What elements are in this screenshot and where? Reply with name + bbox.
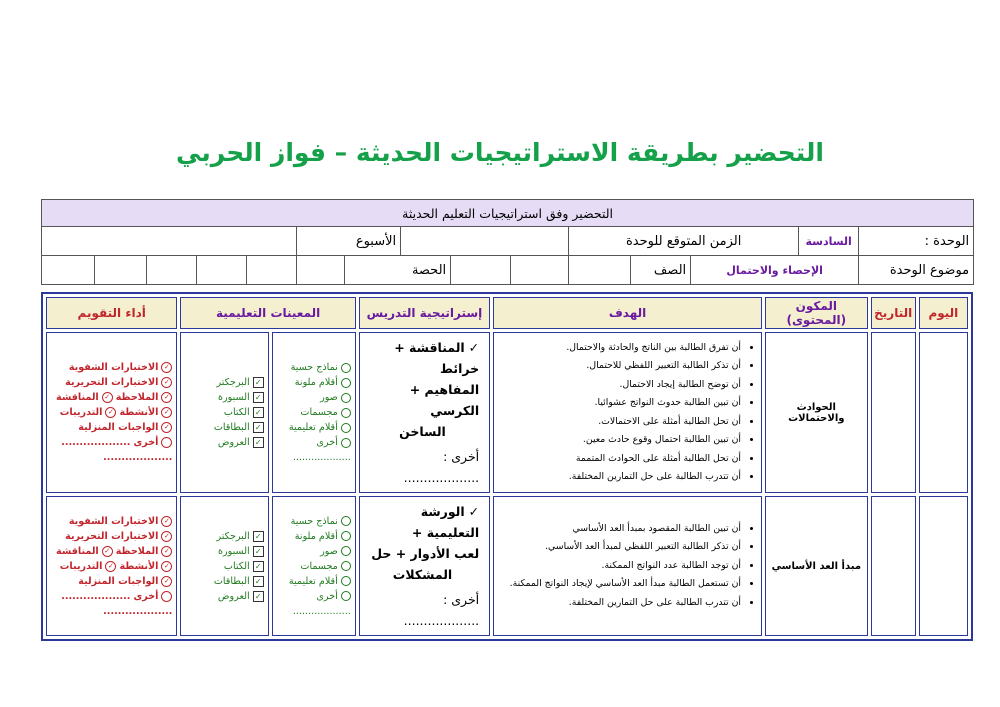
strategy-line: الورشة التعليمية + — [411, 504, 480, 540]
check-circle-icon[interactable]: ✓ — [161, 576, 172, 587]
week-label: الأسبوع — [297, 227, 401, 256]
radio-circle-icon[interactable] — [341, 516, 351, 526]
dotted-line: ................... — [403, 470, 480, 485]
checkbox-checked-icon[interactable]: ✓ — [253, 422, 264, 433]
class-label: الصف — [631, 256, 691, 285]
header-band: التحضير وفق استراتيجيات التعليم الحديثة — [42, 200, 974, 227]
goal-item: • أن تحل الطالبة أمثلة على الاحتمالات. — [496, 413, 741, 432]
aid-label: أقلام ملونة — [294, 377, 338, 388]
aid-label: أخرى — [316, 437, 338, 448]
aid-label: أقلام تعليمية — [288, 422, 338, 433]
check-circle-icon[interactable]: ✓ — [105, 561, 116, 572]
component-cell: الحوادث والاحتمالات — [765, 332, 868, 493]
aid-label: الكتاب — [223, 560, 250, 572]
aids-circle-cell — [272, 496, 356, 636]
check-circle-icon[interactable]: ✓ — [105, 407, 116, 418]
dotted-line: ................... — [292, 605, 351, 617]
component-cell: مبدأ العد الأساسي — [765, 496, 868, 636]
column-component: المكون (المحتوى) — [765, 297, 868, 329]
aids-checked-cell — [180, 332, 268, 493]
aid-label: أقلام ملونة — [294, 530, 338, 542]
dotted-line: ................... — [103, 452, 173, 463]
strategy-cell — [359, 496, 490, 636]
unit-value: السادسة — [799, 227, 859, 256]
checkbox-checked-icon[interactable]: ✓ — [253, 546, 264, 557]
dotted-line: ................... — [61, 437, 131, 448]
checkbox-checked-icon[interactable]: ✓ — [253, 407, 264, 418]
checkbox-checked-icon[interactable]: ✓ — [253, 377, 264, 388]
goals-cell — [493, 496, 762, 636]
check-circle-icon[interactable]: ✓ — [161, 531, 172, 542]
evaluation-label: الملاحظة — [115, 545, 159, 557]
unit-info-table — [41, 199, 974, 285]
check-circle-icon[interactable]: ✓ — [161, 392, 172, 403]
aid-label: العروض — [217, 437, 250, 448]
day-cell[interactable] — [919, 496, 968, 636]
time-value[interactable] — [401, 227, 569, 256]
class-cell[interactable] — [511, 256, 569, 285]
aid-label: الكتاب — [223, 407, 250, 418]
column-goal: الهدف — [493, 297, 762, 329]
evaluation-label: الاختبارات التحريرية — [65, 377, 159, 388]
evaluation-cell — [46, 332, 177, 493]
column-strategy: إستراتيجية التدريس — [359, 297, 490, 329]
column-date: التاريخ — [871, 297, 916, 329]
goal-item: • أن تذكر الطالبة التعبير اللفظي لمبدأ العد الأساسي. — [496, 538, 741, 557]
goal-item: • أن تذكر الطالبة التعبير اللفظي للاحتمال. — [496, 357, 741, 376]
goal-item: • أن توضح الطالبة إيجاد الاحتمال. — [496, 376, 741, 395]
check-circle-icon[interactable]: ✓ — [161, 407, 172, 418]
period-cell[interactable] — [95, 256, 147, 285]
date-cell[interactable] — [871, 496, 916, 636]
strategy-line: المفاهيم + الكرسي — [409, 382, 480, 418]
dotted-line: ................... — [403, 613, 480, 628]
period-cell[interactable] — [42, 256, 95, 285]
check-circle-icon[interactable]: ✓ — [102, 546, 113, 557]
evaluation-label: الأنشطة — [119, 560, 159, 572]
period-cell[interactable] — [197, 256, 247, 285]
evaluation-cell — [46, 496, 177, 636]
goal-item: • أن تستعمل الطالبة مبدأ العد الأساسي لإيجاد النواتج الممكنة. — [496, 575, 741, 594]
radio-circle-icon[interactable] — [341, 363, 351, 373]
radio-circle-icon[interactable] — [341, 546, 351, 556]
goal-item: • أن تفرق الطالبة بين الناتج والحادثة والاحتمال. — [496, 339, 741, 358]
check-circle-icon[interactable]: ✓ — [161, 516, 172, 527]
check-icon: ✓ — [468, 340, 480, 355]
aid-label: البرجكتر — [216, 377, 250, 388]
aid-label: السبورة — [218, 392, 250, 403]
aid-label: أقلام تعليمية — [288, 575, 338, 587]
goal-item: • أن توجد الطالبة عدد النواتج الممكنة. — [496, 557, 741, 576]
goal-item: • أن تتدرب الطالبة على حل التمارين المختلفة. — [496, 594, 741, 613]
date-cell[interactable] — [871, 332, 916, 493]
aid-label: البطاقات — [213, 575, 250, 587]
checkbox-checked-icon[interactable]: ✓ — [253, 561, 264, 572]
checkbox-checked-icon[interactable]: ✓ — [253, 531, 264, 542]
week-value[interactable] — [42, 227, 297, 256]
aids-checked-cell — [180, 496, 268, 636]
checkbox-checked-icon[interactable]: ✓ — [253, 392, 264, 403]
unit-label: الوحدة : — [859, 227, 974, 256]
aid-label: نماذج حسية — [290, 515, 338, 527]
radio-circle-icon[interactable] — [341, 423, 351, 433]
aid-label: السبورة — [218, 545, 250, 557]
evaluation-label: أخرى — [133, 437, 159, 448]
radio-circle-icon[interactable] — [341, 408, 351, 418]
goal-item: • أن تحل الطالبة أمثلة على الحوادث المتممة — [496, 450, 741, 469]
goal-item: • أن تتدرب الطالبة على حل التمارين المختلفة. — [496, 468, 741, 487]
goal-item: • أن تبين الطالبة احتمال وقوع حادث معين. — [496, 431, 741, 450]
radio-circle-icon[interactable] — [341, 561, 351, 571]
class-cell[interactable] — [451, 256, 511, 285]
class-cell[interactable] — [569, 256, 631, 285]
evaluation-label: الأنشطة — [119, 407, 159, 418]
other-label: أخرى : — [443, 449, 480, 464]
radio-circle-icon[interactable] — [341, 438, 351, 448]
aid-label: العروض — [217, 590, 250, 602]
check-circle-icon[interactable]: ✓ — [161, 422, 172, 433]
check-icon: ✓ — [468, 504, 480, 519]
aid-label: البطاقات — [213, 422, 250, 433]
period-cell[interactable] — [297, 256, 345, 285]
lesson-plan-table — [41, 292, 973, 641]
period-cell[interactable] — [147, 256, 197, 285]
evaluation-label: الاختبارات الشفوية — [68, 362, 159, 373]
checkbox-checked-icon[interactable]: ✓ — [253, 591, 264, 602]
day-cell[interactable] — [919, 332, 968, 493]
strategy-line: لعب الأدوار + حل — [371, 546, 480, 561]
dotted-line: ................... — [61, 590, 131, 602]
goals-cell — [493, 332, 762, 493]
table-row — [46, 332, 968, 493]
dotted-line: ................... — [292, 452, 351, 463]
evaluation-label: المناقشة — [56, 545, 99, 557]
radio-circle-icon[interactable] — [341, 576, 351, 586]
radio-circle-icon[interactable] — [341, 393, 351, 403]
aid-label: مجسمات — [300, 407, 338, 418]
topic-value: الإحصاء والاحتمال — [691, 256, 859, 285]
column-aids: المعينات التعليمية — [180, 297, 355, 329]
strategy-line: الساخن — [399, 424, 446, 439]
aid-label: أخرى — [316, 590, 338, 602]
evaluation-label: الواجبات المنزلية — [78, 575, 159, 587]
evaluation-label: التدريبات — [59, 560, 103, 572]
radio-circle-icon[interactable] — [341, 591, 351, 601]
goal-item: • أن تبين الطالبة المقصود بمبدأ العد الأساسي — [496, 520, 741, 539]
aid-label: صور — [320, 545, 338, 557]
evaluation-label: الاختبارات الشفوية — [68, 515, 159, 527]
goal-item: • أن تبين الطالبة حدوث النواتج عشوائيا. — [496, 394, 741, 413]
checkbox-checked-icon[interactable]: ✓ — [253, 576, 264, 587]
aid-label: نماذج حسية — [290, 362, 338, 373]
check-circle-icon[interactable]: ✓ — [161, 546, 172, 557]
check-circle-icon[interactable]: ✓ — [102, 392, 113, 403]
circle-icon[interactable] — [161, 437, 172, 448]
aid-label: البرجكتر — [216, 530, 250, 542]
dotted-line: ................... — [103, 605, 173, 617]
aid-label: صور — [320, 392, 338, 403]
circle-icon[interactable] — [161, 591, 172, 602]
period-label: الحصة — [345, 256, 451, 285]
evaluation-label: أخرى — [133, 590, 159, 602]
table-row — [46, 496, 968, 636]
strategy-line: المناقشة + خرائط — [394, 340, 480, 376]
evaluation-label: الملاحظة — [115, 392, 159, 403]
strategy-cell — [359, 332, 490, 493]
evaluation-label: المناقشة — [56, 392, 99, 403]
evaluation-label: الواجبات المنزلية — [78, 422, 159, 433]
column-evaluation: أداء التقويم — [46, 297, 177, 329]
evaluation-label: الاختبارات التحريرية — [65, 530, 159, 542]
topic-label: موضوع الوحدة — [859, 256, 974, 285]
evaluation-label: التدريبات — [59, 407, 103, 418]
page-title: التحضير بطريقة الاستراتيجيات الحديثة – فواز الحربي — [176, 138, 824, 167]
period-cell[interactable] — [247, 256, 297, 285]
check-circle-icon[interactable]: ✓ — [161, 362, 172, 373]
check-circle-icon[interactable]: ✓ — [161, 377, 172, 388]
other-label: أخرى : — [443, 592, 480, 607]
aids-circle-cell — [272, 332, 356, 493]
strategy-line: المشكلات — [392, 567, 453, 582]
time-label: الزمن المتوقع للوحدة — [569, 227, 799, 256]
radio-circle-icon[interactable] — [341, 378, 351, 388]
aid-label: مجسمات — [300, 560, 338, 572]
check-circle-icon[interactable]: ✓ — [161, 561, 172, 572]
radio-circle-icon[interactable] — [341, 531, 351, 541]
checkbox-checked-icon[interactable]: ✓ — [253, 437, 264, 448]
column-day: اليوم — [919, 297, 968, 329]
